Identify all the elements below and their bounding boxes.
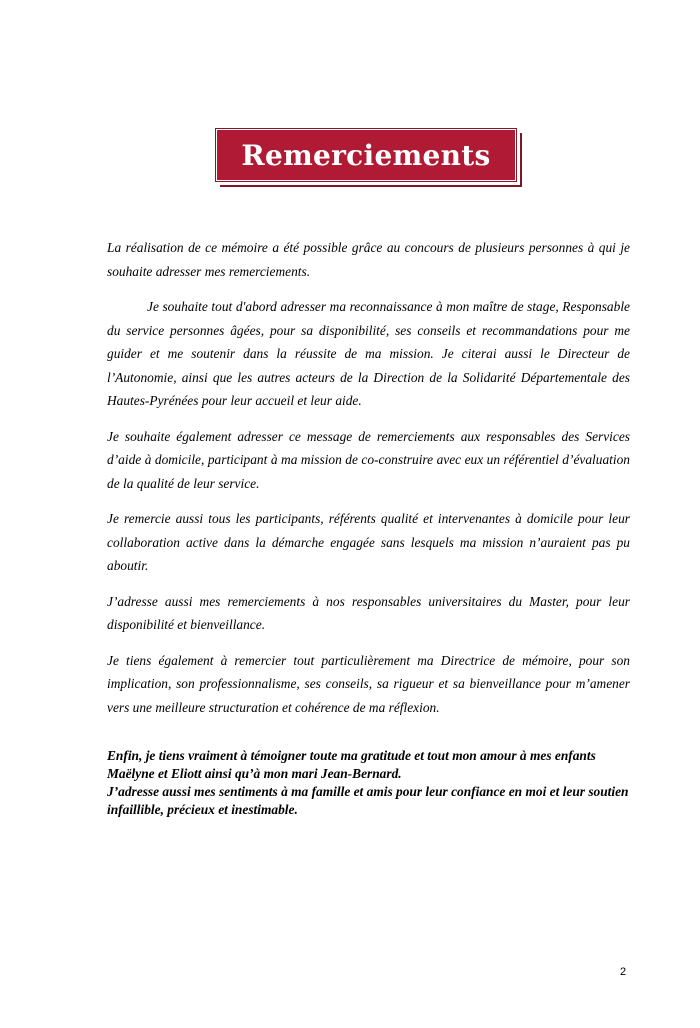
paragraph-intro: La réalisation de ce mémoire a été possible grâce au concours de plusieurs personnes à qui je souhaite adresser mes remerciements. bbox=[107, 240, 630, 279]
title-banner bbox=[216, 129, 522, 187]
page-number: 2 bbox=[620, 966, 627, 978]
paragraph-services-aide: Je souhaite également adresser ce message de remerciements aux responsables des Services d’aide à domicile, participant à ma mission de co-construire avec eux un référentiel d’évaluation de la qualité de leur service. bbox=[107, 428, 630, 491]
paragraph-participants: Je remercie aussi tous les participants, référents qualité et intervenantes à domicile pour leur collaboration active dans la démarche engagée sans lesquels ma mission n’auraient pas pu aboutir. bbox=[107, 511, 630, 573]
paragraph-directrice: Je tiens également à remercier tout particulièrement ma Directrice de mémoire, pour son implication, son professionnalisme, ses conseils, sa rigueur et sa bienveillance pour m’amener vers une meilleure structuration et cohérence de ma réflexion. bbox=[107, 652, 630, 715]
paragraph-universitaires: J’adresse aussi mes remerciements à nos responsables universitaires du Master, pour leur disponibilité et bienveillance. bbox=[107, 593, 630, 632]
page-title: Remerciements bbox=[216, 129, 516, 181]
closing-family: Enfin, je tiens vraiment à témoigner toute ma gratitude et tout mon amour à mes enfants Maëlyne et Eliott ainsi qu’à mon mari Jean-Bernard. bbox=[107, 748, 596, 781]
body-text bbox=[107, 236, 630, 731]
closing-text bbox=[107, 747, 630, 819]
closing-friends: J’adresse aussi mes sentiments à ma famille et amis pour leur confiance en moi et leur soutien infaillible, précieux et inestimable. bbox=[107, 784, 629, 817]
paragraph-maitre-de-stage: Je souhaite tout d'abord adresser ma reconnaissance à mon maître de stage, Responsable du service personnes âgées, pour sa disponibilité, ses conseils et recommandations pour me guider et me soutenir dans la réussite de ma mission. Je citerai aussi le Directeur de l’Autonomie, ainsi que les autres acteurs de la Direction de la Solidarité Départementale des Hautes-Pyrénées pour leur accueil et leur aide. bbox=[107, 299, 630, 408]
